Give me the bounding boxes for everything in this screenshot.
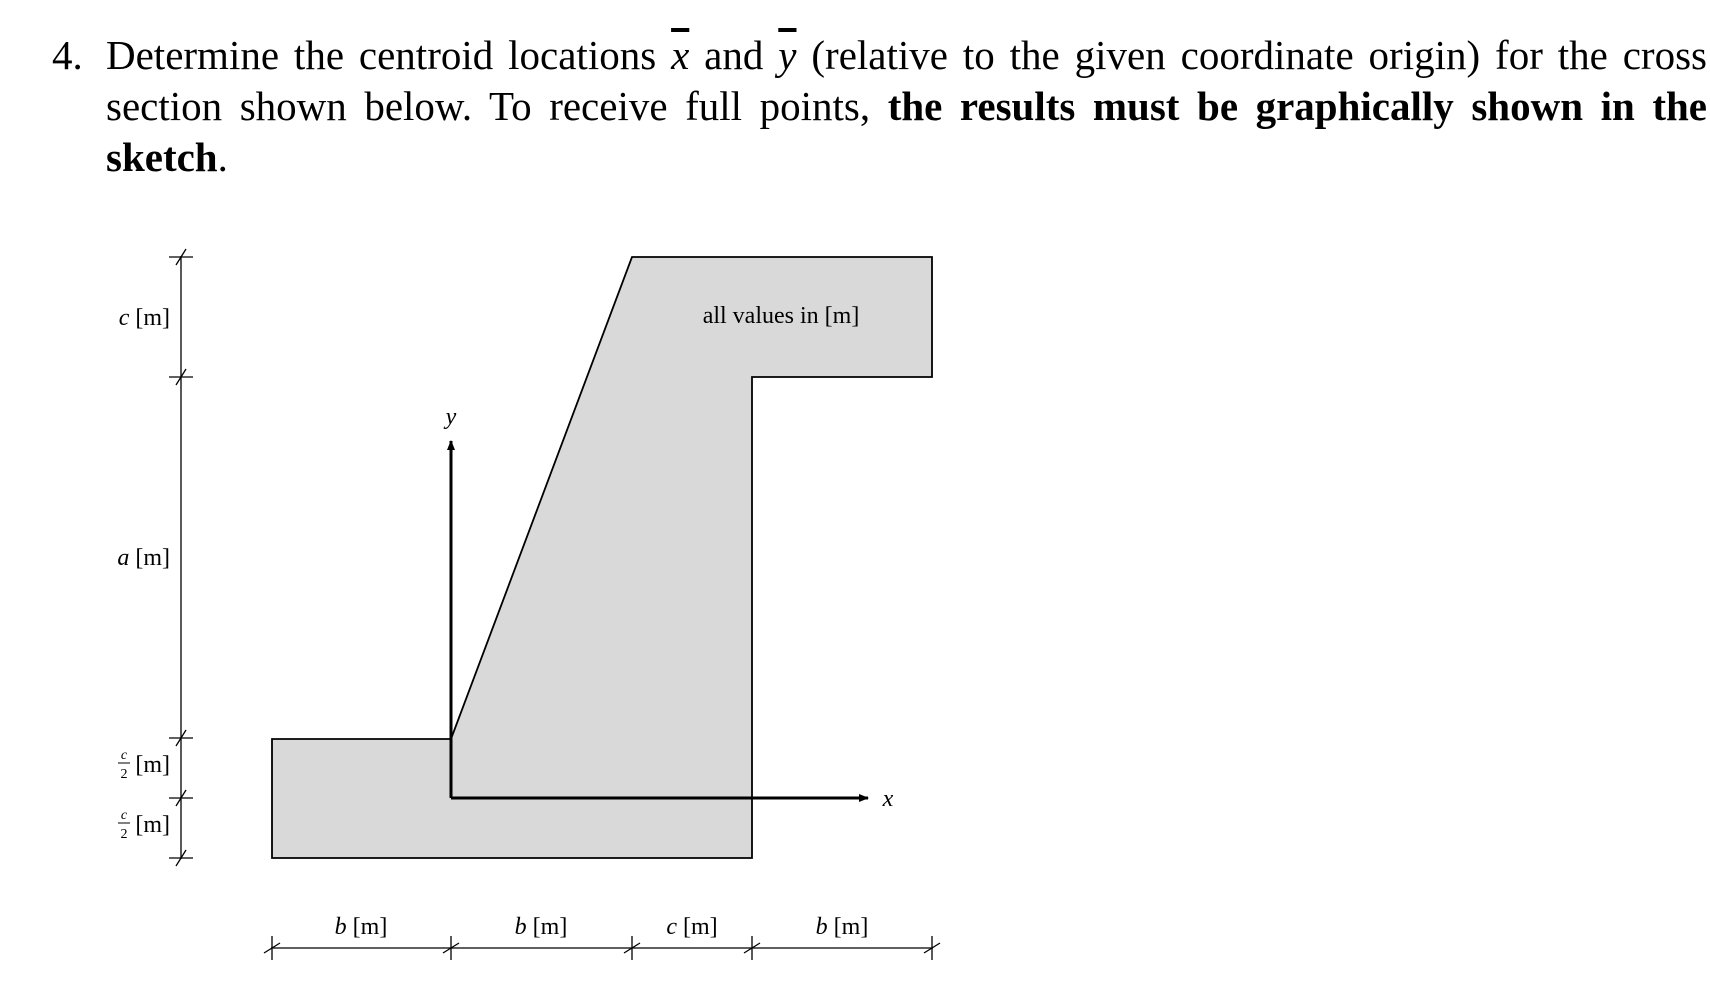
vertical-dimension-chain <box>169 249 193 866</box>
problem-number: 4. <box>52 32 83 78</box>
dim-label-half-c-upper <box>118 748 170 782</box>
svg-text:[m]: [m] <box>135 752 170 778</box>
dim-label-half-c-lower <box>118 808 170 842</box>
svg-text:c: c <box>120 808 128 823</box>
svg-text:2: 2 <box>120 767 128 782</box>
y-bar-symbol: $\overline{y}$ <box>778 32 797 78</box>
problem-text-and: and <box>689 32 779 78</box>
svg-text:[m]: [m] <box>135 812 170 838</box>
svg-text:2: 2 <box>120 827 128 842</box>
dim-label-a-vertical: a [m] <box>117 545 170 571</box>
dim-label-b-1: b [m] <box>334 914 388 940</box>
units-note: all values in [m] <box>702 303 860 329</box>
problem-text-part1: Determine the centroid locations <box>106 32 672 78</box>
dim-label-b-3: b [m] <box>815 914 869 940</box>
problem-bold-text: the results must be graphically shown in the sketch <box>106 83 1707 180</box>
cross-section-shape <box>272 257 932 858</box>
x-axis-label: x <box>882 786 894 812</box>
problem-text-end: . <box>217 134 228 180</box>
x-bar-symbol: $\overline{x}$ <box>671 32 690 78</box>
problem-text-part2: (relative to the given coordinate origin) for the cross section shown below. To receive full points, <box>106 32 1707 129</box>
y-axis-label: y <box>445 404 457 430</box>
dim-label-b-2: b [m] <box>514 914 568 940</box>
svg-text:c: c <box>120 748 128 763</box>
dim-label-c-vertical: c [m] <box>118 305 170 331</box>
dim-label-c-horizontal: c [m] <box>666 914 718 940</box>
